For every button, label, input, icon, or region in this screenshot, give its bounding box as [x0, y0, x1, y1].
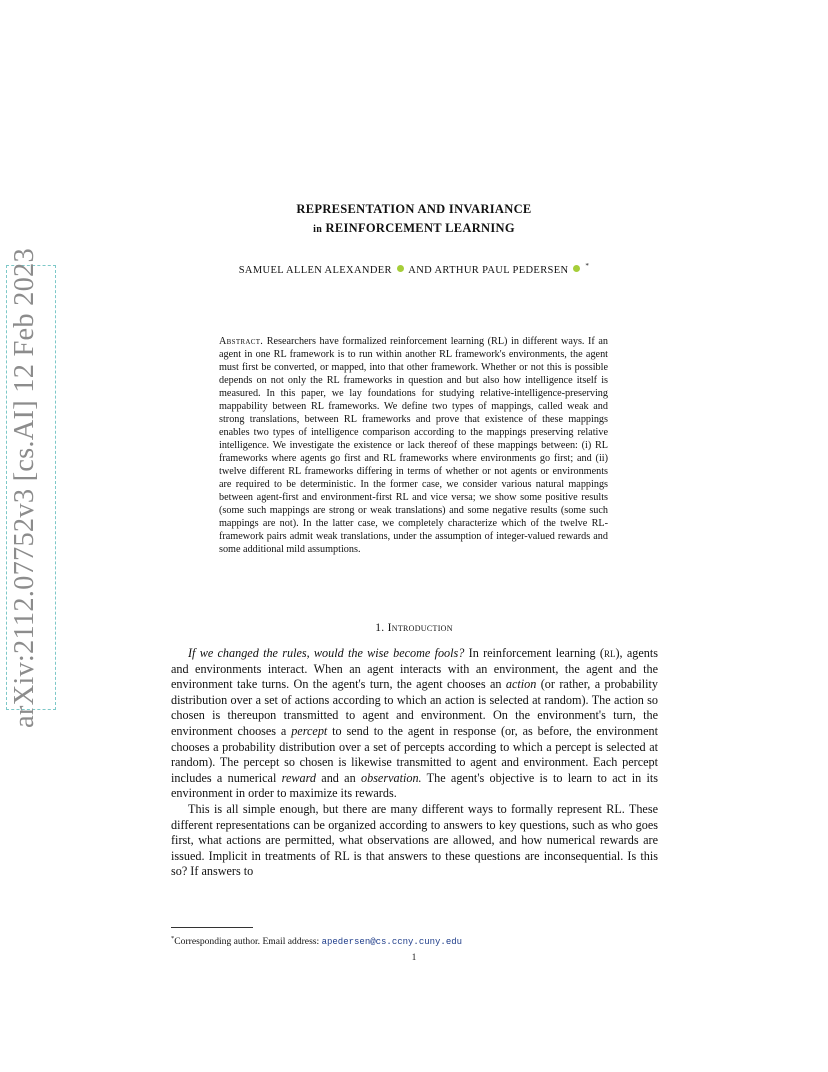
body-text	[171, 646, 658, 880]
text-run: (or rather, a probability distribution over a set of actions according to which an action is selected at random). The action so chosen is thereupon transmitted to agent and environment. On the environment's turn, the environment chooses a	[171, 677, 659, 738]
section-title: Introduction	[387, 622, 453, 634]
abstract-label: Abstract.	[219, 336, 264, 347]
section-heading	[170, 622, 658, 634]
corresponding-author-mark: *	[585, 262, 590, 270]
paragraph	[171, 646, 658, 802]
section-number: 1.	[375, 622, 385, 634]
text-run: to send to the agent in response (or, as before, the environment chooses a probability distribution over a set of percepts according to which a percept is selected at random). The percept so chosen is likewise transmitted to agent and environment. Each percept includes a numerical	[171, 723, 658, 785]
author-1: SAMUEL ALLEN ALEXANDER	[238, 265, 392, 276]
text-run: ), agents and environments interact. When an agent interacts with an environment, the agent and the environment take turns. On the agent's turn, the agent chooses an	[171, 646, 658, 692]
abstract	[219, 335, 608, 556]
orcid-icon[interactable]	[573, 265, 580, 272]
text-run: and an	[315, 770, 361, 785]
text-run: In reinforcement learning (	[464, 646, 604, 660]
term-action: action	[505, 677, 537, 692]
title-line-2-rest: REINFORCEMENT LEARNING	[325, 221, 515, 235]
footnote-mark: *	[171, 935, 175, 942]
paragraph: This is all simple enough, but there are many different ways to formally represent RL. These different representations can be organized according to answers to key questions, such as who goes first, what actions are permitted, what observations are allowed, and how numerical rewards are issued. Implicit in treatments of RL is that answers to these questions are inconsequential. Is this so? If answers to	[171, 801, 658, 879]
page-number: 1	[411, 952, 417, 962]
author-and: AND	[408, 265, 433, 276]
author-line	[170, 262, 658, 276]
title-line-2	[170, 219, 658, 239]
text-run: The agent's objective is to learn to act in its environment in order to maximize its rewards.	[171, 770, 658, 801]
email-link[interactable]: apedersen@cs.ccny.cuny.edu	[321, 937, 463, 948]
arxiv-identifier: arXiv:2112.07752v3 [cs.AI] 12 Feb 2023	[9, 248, 40, 728]
abstract-text: Researchers have formalized reinforcement learning (RL) in different ways. If an agent in one RL framework is to run within another RL framework's environments, the agent must first be converted, or mapped, into that other framework. Whether or not this is possible depends on not only the RL frameworks in question and but also how intelligence itself is measured. In this paper, we lay foundations for studying relative-intelligence-preserving mappability between RL frameworks. We define two types of mappings, called weak and strong translations, between RL frameworks and prove that existence of these mappings enables two types of intelligence comparison according to the mappings preserving relative intelligence. We investigate the existence or lack thereof of these mappings between: (i) RL frameworks where agents go first and RL frameworks where environments go first; and (ii) twelve different RL frameworks differing in terms of whether or not agents or environments are required to be deterministic. In the former case, we consider various natural mappings between agent-first and environment-first RL and vice versa; we show some positive results (some such mappings are strong or weak translations) and some negative results (some such mappings are not). In the latter case, we completely characterize which of the twelve RL-framework pairs admit weak translations, under the assumption of integer-valued rewards and some additional mild assumptions.	[219, 336, 608, 555]
term-reward: reward	[281, 770, 316, 785]
term-percept: percept	[291, 723, 328, 738]
rl-abbrev: rl	[603, 646, 616, 660]
orcid-icon[interactable]	[397, 265, 404, 272]
term-observation: observation.	[361, 770, 422, 785]
footnote-text: Corresponding author. Email address:	[174, 936, 322, 948]
title-line-1: REPRESENTATION AND INVARIANCE	[296, 202, 532, 216]
title-in: in	[313, 224, 323, 235]
author-2: ARTHUR PAUL PEDERSEN	[434, 265, 569, 276]
paper-title	[170, 200, 658, 239]
footnote-rule	[171, 927, 253, 928]
lead-question: If we changed the rules, would the wise become fools?	[188, 646, 465, 660]
footnote	[171, 935, 658, 947]
